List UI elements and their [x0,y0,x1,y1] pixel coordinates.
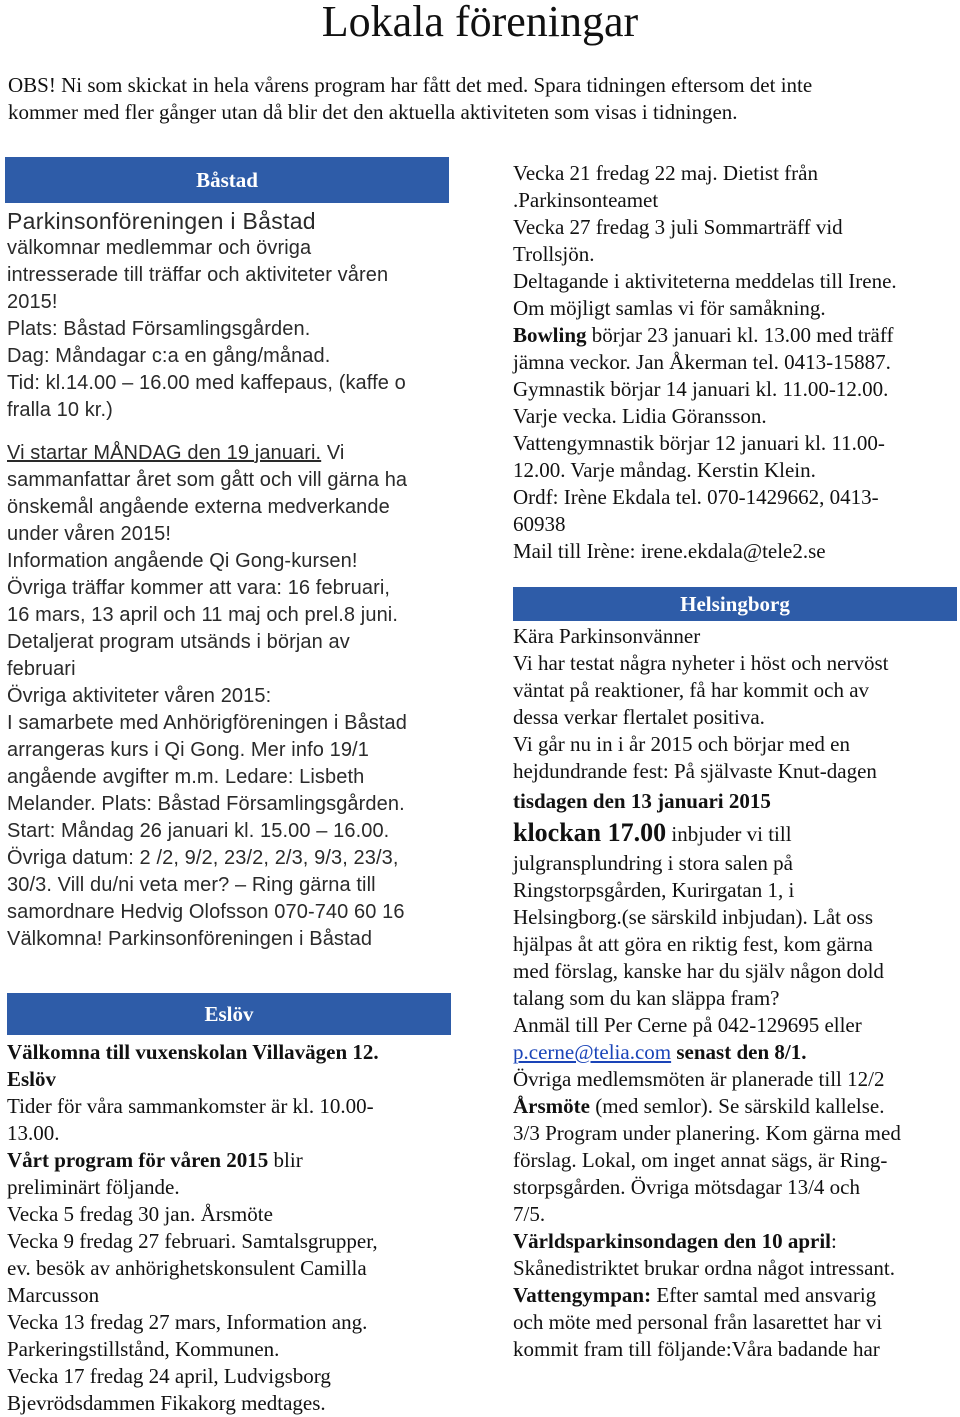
text-line: Detaljerat program utsänds i början av [7,631,350,653]
vattengympan-bold: Vattengympan: [513,1283,652,1307]
text-line: .Parkinsonteamet [513,188,659,212]
text-line: väntat på reaktioner, få har kommit och av [513,678,870,702]
text-line: Dag: Måndagar c:a en gång/månad. [7,345,331,367]
party-time: klockan 17.00 [513,818,667,847]
text-line: I samarbete med Anhörigföreningen i Båstad [7,712,408,734]
email-link[interactable]: p.cerne@telia.com [513,1040,672,1064]
bowling-rest: börjar 23 januari kl. 13.00 med träff [586,323,894,347]
world-day-bold: Världsparkinsondagen den 10 april [513,1229,831,1253]
helsingborg-banner: Helsingborg [513,587,957,621]
text-line: Vecka 5 fredag 30 jan. Årsmöte [7,1202,273,1226]
text-line: Parkeringstillstånd, Kommunen. [7,1337,280,1361]
party-date: tisdagen den 13 januari 2015 [513,789,771,813]
bastad-section [7,207,447,953]
text-line: sammanfattar året som gått och vill gärna ha [7,469,408,491]
eslov-continued [513,160,953,565]
text-line: Trollsjön. [513,242,595,266]
bowling-bold: Bowling [513,323,587,347]
text-line: samordnare Hedvig Olofsson 070-740 60 16 [7,901,405,923]
start-date: Vi startar MÅNDAG den 19 januari. [7,442,322,464]
eslov-banner: Eslöv [7,993,451,1035]
text-line: Vattengymnastik börjar 12 januari kl. 11.00- [513,431,885,455]
deadline: senast den 8/1. [671,1040,807,1064]
vattengympan-rest: Efter samtal med ansvarig [651,1283,877,1307]
text-line: Anmäl till Per Cerne på 042-129695 eller [513,1013,862,1037]
text-line: Övriga träffar kommer att vara: 16 februari, [7,577,391,599]
email-line [513,1039,953,1066]
text-line: förslag. Lokal, om inget annat sägs, är Ring- [513,1148,888,1172]
text-line: Övriga datum: 2 /2, 9/2, 23/2, 2/3, 9/3, 23/3, [7,847,399,869]
text-line: Gymnastik börjar 14 januari kl. 11.00-12.00. [513,377,889,401]
text-line: Start: Måndag 26 januari kl. 15.00 – 16.00. [7,820,390,842]
eslov-section [7,1039,447,1417]
text-line: Vecka 9 fredag 27 februari. Samtalsgrupper, [7,1229,378,1253]
text-line: Kära Parkinsonvänner [513,624,701,648]
text-line: Plats: Båstad Församlingsgården. [7,318,311,340]
text-line: Vecka 21 fredag 22 maj. Dietist från [513,161,818,185]
text-line: Ordf: Irène Ekdala tel. 070-1429662, 0413- [513,485,879,509]
text-line: fralla 10 kr.) [7,399,113,421]
text-line: intresserade till träffar och aktiviteter våren [7,264,389,286]
text-line: kommit fram till följande:Våra badande har [513,1337,880,1361]
text-line: Marcusson [7,1283,100,1307]
text-line: Vecka 17 fredag 24 april, Ludvigsborg [7,1364,331,1388]
text-line: 12.00. Varje måndag. Kerstin Klein. [513,458,816,482]
text-line: Vi har testat några nyheter i höst och nervöst [513,651,889,675]
bowling-line [513,322,953,349]
start-rest: Vi [321,442,345,464]
start-line [7,440,447,467]
arsmote-bold: Årsmöte [513,1094,590,1118]
text-line: Tid: kl.14.00 – 16.00 med kaffepaus, (kaffe o [7,372,406,394]
text-line: under våren 2015! [7,523,172,545]
text-line: Ringstorpsgården, Kurirgatan 1, i [513,878,795,902]
text-line: välkomnar medlemmar och övriga [7,237,312,259]
program-bold: Vårt program för våren 2015 [7,1148,269,1172]
text-line: 2015! [7,291,58,313]
text-line: Vi går nu in i år 2015 och börjar med en [513,732,850,756]
arsmote-line [513,1093,953,1120]
text-line: 7/5. [513,1202,546,1226]
text-line: Övriga aktiviteter våren 2015: [7,685,272,707]
text-line: 30/3. Vill du/ni veta mer? – Ring gärna till [7,874,376,896]
text-line: Mail till Irène: irene.ekdala@tele2.se [513,539,826,563]
party-time-line [513,817,953,850]
bastad-banner: Båstad [5,157,449,203]
text-line: 16 mars, 13 april och 11 maj och prel.8 juni. [7,604,398,626]
intro-notice [8,72,948,126]
intro-line: kommer med fler gånger utan då blir det den aktuella aktiviteten som visas i tidningen. [8,100,738,124]
eslov-bold-line: Eslöv [7,1067,57,1091]
text-line: Om möjligt samlas vi för samåkning. [513,296,826,320]
arsmote-rest: (med semlor). Se särskild kallelse. [589,1094,885,1118]
text-line: med förslag, kanske har du själv någon dold [513,959,884,983]
text-line: Information angående Qi Gong-kursen! [7,550,358,572]
text-line: önskemål angående externa medverkande [7,496,390,518]
party-time-rest: inbjuder vi till [666,822,792,846]
right-column [513,160,953,1363]
text-line: Melander. Plats: Båstad Församlingsgården. [7,793,405,815]
text-line: Övriga medlemsmöten är planerade till 12/2 [513,1067,885,1091]
text-line: Deltagande i aktiviteterna meddelas till Irene. [513,269,897,293]
bastad-heading: Parkinsonföreningen i Båstad [7,208,316,234]
program-line [7,1147,447,1174]
text-line: 3/3 Program under planering. Kom gärna med [513,1121,901,1145]
helsingborg-section [513,623,953,1363]
vattengympan-line [513,1282,953,1309]
text-line: hjälpas åt att göra en riktig fest, kom gärna [513,932,873,956]
left-column [7,157,447,1417]
text-line: julgransplundring i stora salen på [513,851,793,875]
text-line: ev. besök av anhörighetskonsulent Camilla [7,1256,367,1280]
world-day-line [513,1228,953,1255]
text-line: Vecka 13 fredag 27 mars, Information ang. [7,1310,368,1334]
text-line: angående avgifter m.m. Ledare: Lisbeth [7,766,365,788]
text-line: preliminärt följande. [7,1175,180,1199]
text-line: 60938 [513,512,566,536]
text-line: jämna veckor. Jan Åkerman tel. 0413-15887. [513,350,891,374]
eslov-bold-line: Välkomna till vuxenskolan Villavägen 12. [7,1040,379,1064]
text-line: och möte med personal från lasarettet har vi [513,1310,883,1334]
text-line: februari [7,658,76,680]
text-line: Tider för våra sammankomster är kl. 10.00- [7,1094,374,1118]
text-line: Varje vecka. Lidia Göransson. [513,404,767,428]
text-line: Bjevrödsdammen Fikakorg medtages. [7,1391,326,1415]
text-line: 13.00. [7,1121,60,1145]
text-line: hejdundrande fest: På självaste Knut-dagen [513,759,877,783]
text-line: Vecka 27 fredag 3 juli Sommarträff vid [513,215,843,239]
world-day-rest: : [831,1229,837,1253]
text-line: dessa verkar flertalet positiva. [513,705,765,729]
text-line: arrangeras kurs i Qi Gong. Mer info 19/1 [7,739,369,761]
text-line: Skånedistriktet brukar ordna något intressant. [513,1256,895,1280]
text-line: Helsingborg.(se särskild inbjudan). Låt oss [513,905,874,929]
text-line: talang som du kan släppa fram? [513,986,780,1010]
intro-line: OBS! Ni som skickat in hela vårens program har fått det med. Spara tidningen eftersom det inte [8,73,813,97]
text-line: Välkomna! Parkinsonföreningen i Båstad [7,928,373,950]
page-title: Lokala föreningar [321,0,639,46]
program-rest: blir [268,1148,303,1172]
text-line: storpsgården. Övriga mötsdagar 13/4 och [513,1175,861,1199]
